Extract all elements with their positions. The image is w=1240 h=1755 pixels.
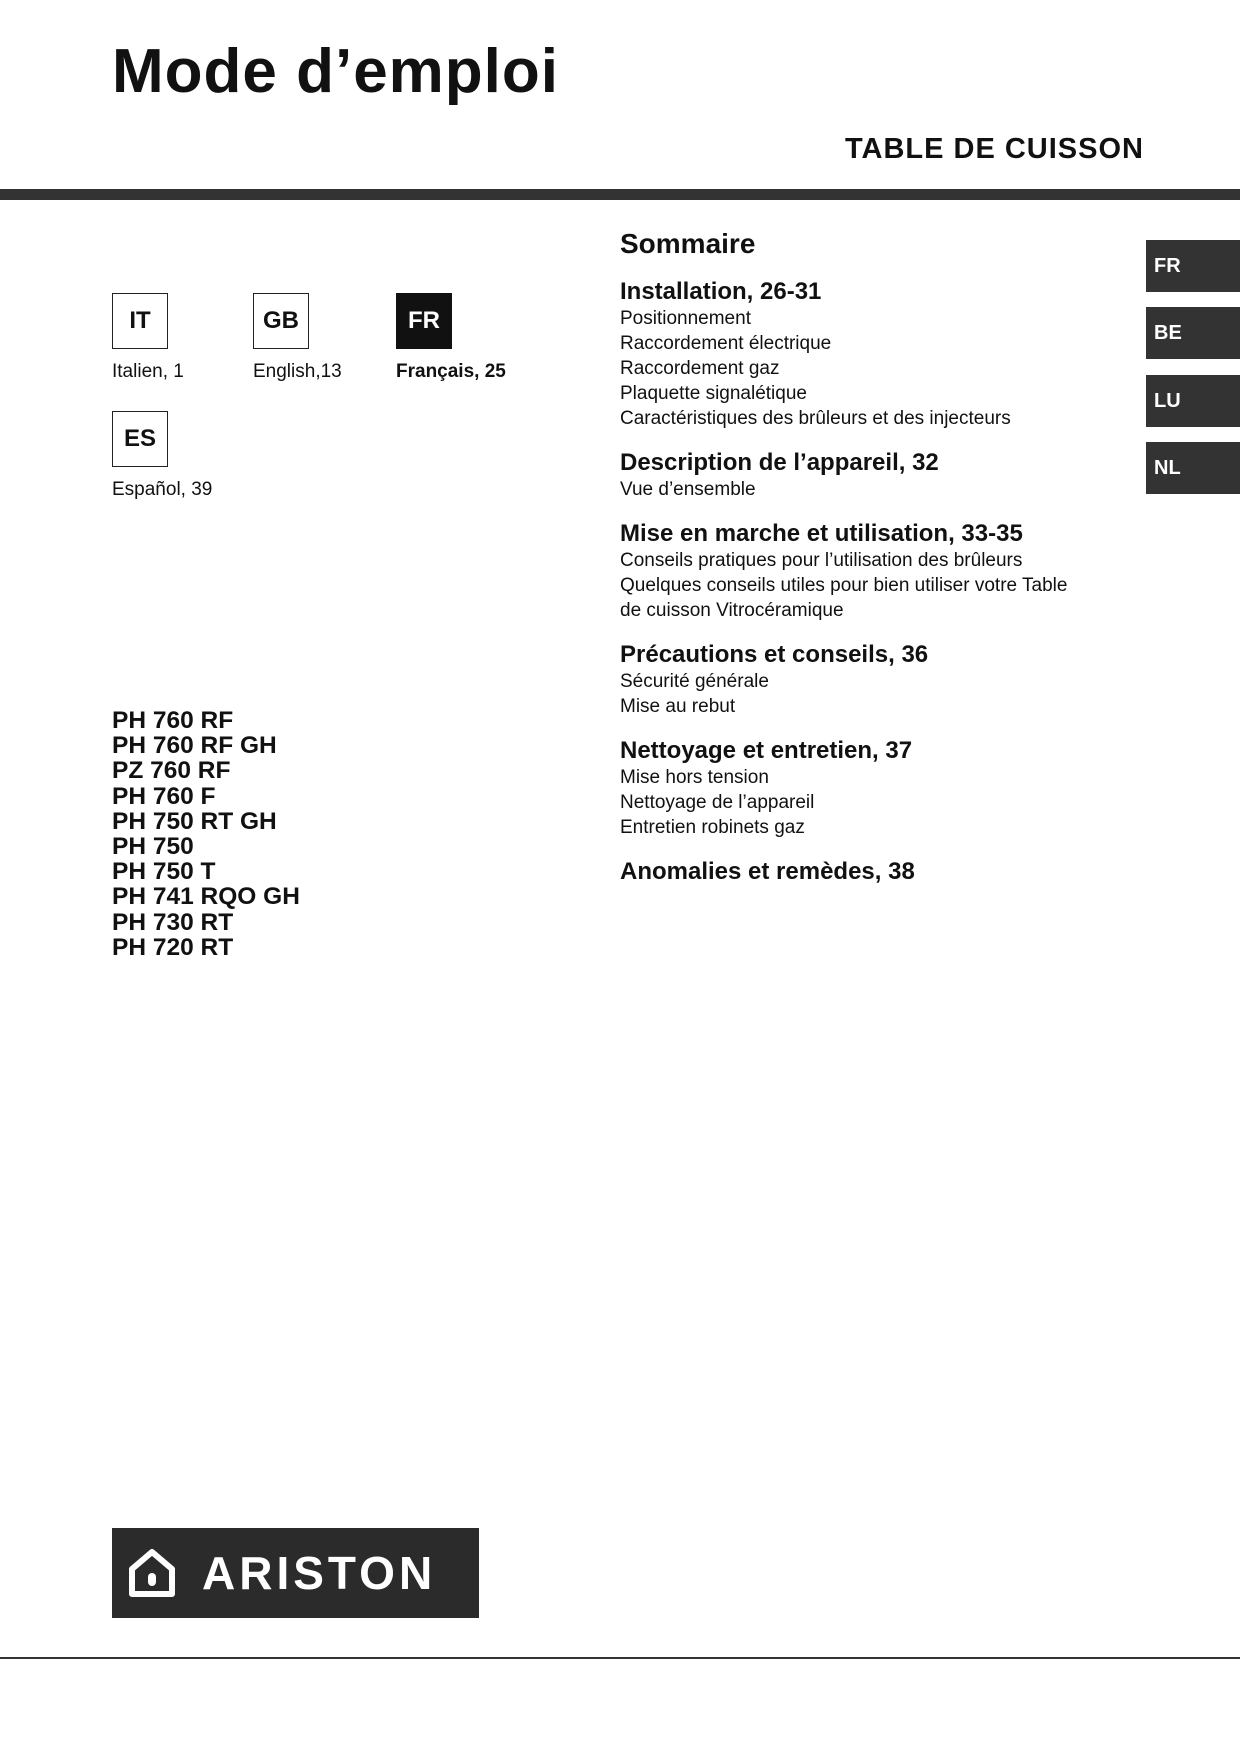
toc-item: Entretien robinets gaz [620,817,805,838]
side-tab-nl[interactable]: NL [1146,442,1240,494]
toc-section-precautions [620,641,1120,719]
toc-item: Raccordement électrique [620,333,832,354]
language-label-fr: Français, 25 [396,361,506,382]
model-item: PH 750 [112,833,194,861]
toc-section-nettoyage [620,737,1120,840]
toc-section-title[interactable]: Nettoyage et entretien, 37 [620,737,913,764]
model-item: PZ 760 RF [112,757,231,785]
toc-item: Nettoyage de l’appareil [620,792,815,813]
toc-item: Conseils pratiques pour l’utilisation des brûleurs [620,550,1023,571]
side-tab-be[interactable]: BE [1146,307,1240,359]
language-fr [396,293,546,383]
toc-item: Vue d’ensemble [620,479,756,500]
bottom-divider [0,1657,1240,1659]
language-it [112,293,262,383]
page-subtitle: TABLE DE CUISSON [844,133,1144,165]
language-box-es[interactable]: ES [112,411,168,467]
toc-item: Quelques conseils utiles pour bien utiliser votre Table [620,575,1068,596]
language-label-gb: English,13 [253,361,342,382]
toc-section-description [620,449,1120,502]
toc-item: Caractéristiques des brûleurs et des injecteurs [620,408,1011,429]
top-divider [0,189,1240,200]
toc-section-title[interactable]: Mise en marche et utilisation, 33-35 [620,520,1023,547]
language-box-gb[interactable]: GB [253,293,309,349]
model-item: PH 750 T [112,858,216,886]
model-item: PH 741 RQO GH [112,883,300,911]
side-tab-lu[interactable]: LU [1146,375,1240,427]
toc-item: Plaquette signalétique [620,383,807,404]
language-label-es: Español, 39 [112,479,213,500]
language-label-it: Italien, 1 [112,361,184,382]
toc-section-title[interactable]: Installation, 26-31 [620,278,822,305]
language-box-fr[interactable]: FR [396,293,452,349]
toc-section-title[interactable]: Précautions et conseils, 36 [620,641,929,668]
toc-section-title[interactable]: Description de l’appareil, 32 [620,449,939,476]
model-item: PH 730 RT [112,908,234,936]
toc-item: Raccordement gaz [620,358,780,379]
toc-section-installation [620,278,1120,431]
toc-heading: Sommaire [620,228,756,259]
toc-item: Mise au rebut [620,696,736,717]
table-of-contents [620,228,1120,904]
model-item: PH 760 F [112,782,216,810]
model-item: PH 750 RT GH [112,807,277,835]
model-item: PH 720 RT [112,933,234,961]
ariston-logo [112,1528,479,1618]
toc-item: Mise hors tension [620,767,769,788]
language-gb [253,293,403,383]
model-item: PH 760 RF [112,707,234,734]
language-box-it[interactable]: IT [112,293,168,349]
page-title: Mode d’emploi [112,37,559,106]
toc-section-title[interactable]: Anomalies et remèdes, 38 [620,858,915,885]
house-icon [128,1547,176,1599]
language-es [112,411,262,501]
model-list [112,708,300,960]
toc-item: Positionnement [620,308,751,329]
toc-item: de cuisson Vitrocéramique [620,600,844,621]
toc-section-mise-en-marche [620,520,1120,623]
toc-item: Sécurité générale [620,671,769,692]
model-item: PH 760 RF GH [112,732,277,760]
side-tab-fr[interactable]: FR [1146,240,1240,292]
logo-text: ARISTON [202,1547,437,1599]
toc-section-anomalies [620,858,1120,886]
